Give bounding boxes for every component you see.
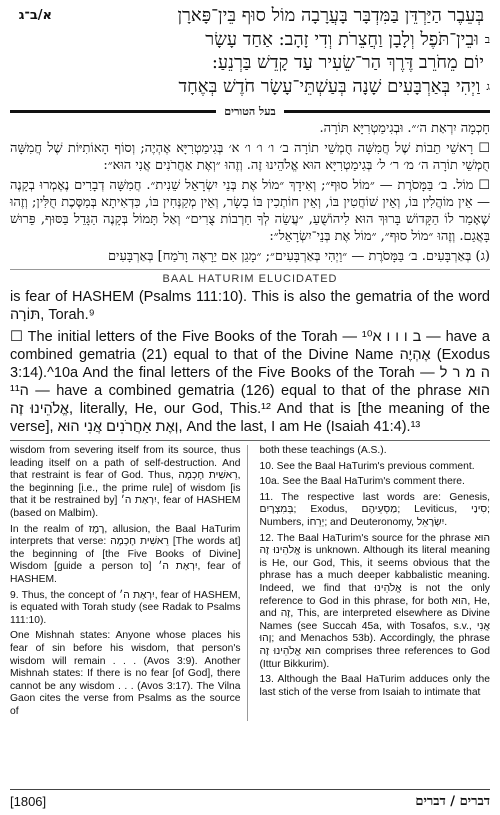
elucidation-paragraph: is fear of HASHEM (Psalms 111:10). This is also the gematria of the word תּוֹרָה, Torah.⁹ — [10, 289, 490, 323]
note-paragraph: both these teachings (A.S.). — [259, 445, 387, 456]
elucidated-header: BAAL HATURIM ELUCIDATED — [10, 269, 490, 285]
baal-haturim-hebrew — [10, 120, 490, 265]
elucidation-paragraph: ☐ The initial letters of the Five Books of the Torah — ב ו ו ו א¹⁰ — have a combined gematria (21) equal to that of the Divine Name אֶהְיֶה (Exodus 3:14).^10a And the final letters of the Five Books of the Torah — ה מ ר ל ה¹¹ — have a combined gematria (126) equal to that of the phrase הוּא אֱלֹהֵינוּ זֶה, literally, He, our God, This.¹² And that is [the meaning of the verse], וְאֶת אַחֲרֹנִים אֲנִי הוּא, And the last, I am He (Isaiah 41:4).¹³ — [10, 329, 491, 435]
note-paragraph: One Mishnah states: Anyone whose places his fear of sin before his wisdom, that person's wisdom will remain . . . (Avos 3:9). Another Mishnah states: If there is no fear [of God], there cannot be any wisdom . . . (Avos 3:17). The Vilna Gaon cites the verse from Psalms as the source of — [10, 630, 241, 717]
verse-reference: א/ב־ג — [18, 8, 52, 23]
elucidation — [10, 288, 490, 436]
verse-text: בְּעֵבֶר הַיַּרְדֵּן בַּמִּדְבָּר בָּעֲרָבָה מוֹל סוּף בֵּין־פָּארָן — [177, 5, 484, 26]
verse-line — [52, 28, 490, 52]
verse-text: יוֹם מֵחֹרֵב דֶּרֶךְ הַר־שֵׂעִיר עַד קָדֵשׁ בַּרְנֵעַ: — [211, 52, 484, 73]
page-footer — [10, 789, 490, 809]
verse-number: ב — [484, 33, 490, 46]
note-paragraph: wisdom from severing itself from its source, thus leading itself on a path of self-destruction. And that restraint is fear of God. Thus, רֵאשִׁית חָכְמָה, the beginning [i.e., the prime rule] of wisdom [is that it be restrained by] יִרְאַת ה׳, fear of HASHEM (based on Malbim). — [10, 445, 241, 519]
header-rule — [284, 110, 490, 113]
baal-haturim-header — [10, 105, 490, 118]
verse-text: וּבֵין־תֹּפֶל וְלָבָן וַחֲצֵרֹת וְדִי זָהָב: אַחַד עָשָׂר — [205, 28, 479, 50]
verse-text: וַיְהִי בְּאַרְבָּעִים שָׁנָה בְּעַשְׁתֵּי־עָשָׂר חֹדֶשׁ בְּאֶחָד — [178, 75, 481, 97]
header-rule — [10, 110, 216, 113]
page-number: [1806] — [10, 793, 47, 809]
notes-right-column — [260, 445, 491, 721]
note-paragraph: 12. The Baal HaTurim's source for the phrase הוּא אֱלֹהֵינוּ זֶה is unknown. Although its literal meaning is He, our God, This, it seems obvious that the phrase has a much deeper kabbalistic meaning. Indeed, we find that אֱלֹהֵינוּ is not the only reference to God in this phrase, for both הוּא, He, and זֶה, This, are interpreted elsewhere as Divine Names (see Succah 45a, with Tosafos, s.v., אֲנִי וָהוּ; and Menachos 53b). Accordingly, the phrase הוּא אֱלֹהֵינוּ זֶה comprises three references to God (Ittur Bikkurim). — [259, 532, 491, 670]
verse-line — [52, 51, 490, 75]
baal-haturim-label: בעל הטורים — [224, 105, 276, 118]
hebrew-continuation: חָכְמָה יִרְאַת ה׳״. וּבְגִימַטְרִיָּא תּוֹרָה. — [319, 121, 490, 136]
hebrew-paragraph: (ג) בְּאַרְבָּעִים. ב׳ בַּמָּסֹרֶת — ״וַיְהִי בְּאַרְבָּעִים״; ״מָגֵן אִם יֵרָאֶה וָרֹמַח] בְּאַרְבָּעִים — [107, 249, 490, 264]
torah-verses — [10, 4, 490, 98]
verse-number: ג — [486, 80, 490, 93]
note-paragraph: 10. See the Baal HaTurim's previous comment. — [259, 460, 475, 472]
verse-line — [52, 75, 490, 99]
notes-columns — [10, 440, 490, 721]
note-paragraph: In the realm of רֶמֶז, allusion, the Baal HaTurim interprets that verse: רֵאשִׁית חָכְמָה [The words at] the beginning of [the Five Books of Divine] Wisdom [guide a person to] יִרְאַת ה׳, fear of HASHEM. — [10, 523, 241, 585]
notes-left-column — [10, 445, 248, 721]
note-paragraph: 9. Thus, the concept of יִרְאַת ה׳, fear of HASHEM, is equated with Torah study (see Radak to Psalms 111:10). — [10, 589, 241, 626]
hebrew-paragraph: ☐ מוֹל. ב׳ בַּמָּסֹרֶת — ״מוֹל סוּף״; וְאִידָךְ ״מוֹל אֶת בְּנֵי יִשְׂרָאֵל שֵׁנִית״. חֲמִשָּׁה דְבָרִים נֶאֶמְרוּ בְקָנֶה — אֵין מוֹהֲלִין בּוֹ, וְאֵין שׁוֹחֲטִין בּוֹ, וְאֵין חוֹתְכִין בּוֹ בָשָׂר, וְאֵין מְקַנְּחִין בּוֹ, כִּדְאִיתָא בְּמַסֶּכֶת חֻלִּין; וְזֶהוּ שֶׁאָמַר לוֹ הַקָּדוֹשׁ בָּרוּךְ הוּא לִיהוֹשֻׁעַ, ״עֲשֵׂה לְךָ חַרְבוֹת צֻרִים״ וְאַל תָּמוֹל בְּקָנֶה הַגָּדֵל בַּסּוּף, פֵּרוּשׁ בָּאֲגַם. וְזֶהוּ ״מוֹל סוּף״, ״מוֹל אֶת בְּנֵי־יִשְׂרָאֵל״: — [10, 178, 490, 244]
verse-line — [52, 4, 490, 28]
verse-lines — [52, 4, 490, 98]
page — [0, 4, 500, 815]
note-paragraph: 11. The respective last words are: Genesis, בְּמִצְרָיִם; Exodus, מַסְעֵיהֶם; Leviticus, סִינַי; Numbers, יְרֵחוֹ; and Deuteronomy, יִשְׂרָאֵל. — [259, 491, 490, 528]
hebrew-paragraph: ☐ רָאשֵׁי תֵבוֹת שֶׁל חֲמִשָּׁה חֻמְשֵׁי תוֹרָה ב׳ ו׳ ו׳ ו׳ א׳ בְּגִימַטְרִיָּא אֶהְיֶה; וְסוֹף הָאוֹתִיּוֹת שֶׁל חֲמִשָּׁה חֻמְשֵׁי תוֹרָה ה׳ מ׳ ר׳ ל׳ בְּגִימַטְרִיָּא הוּא אֱלֹהֵינוּ זֶה. וְזֶהוּ ״וְאֶת אַחֲרֹנִים אֲנִי הוּא״: — [10, 141, 490, 173]
book-name: דברים / דברים — [415, 794, 490, 809]
note-paragraph: 10a. See the Baal HaTurim's comment there. — [259, 476, 465, 488]
note-paragraph: 13. Although the Baal HaTurim adduces only the last stich of the verse from Isaiah to intimate that — [259, 674, 490, 698]
